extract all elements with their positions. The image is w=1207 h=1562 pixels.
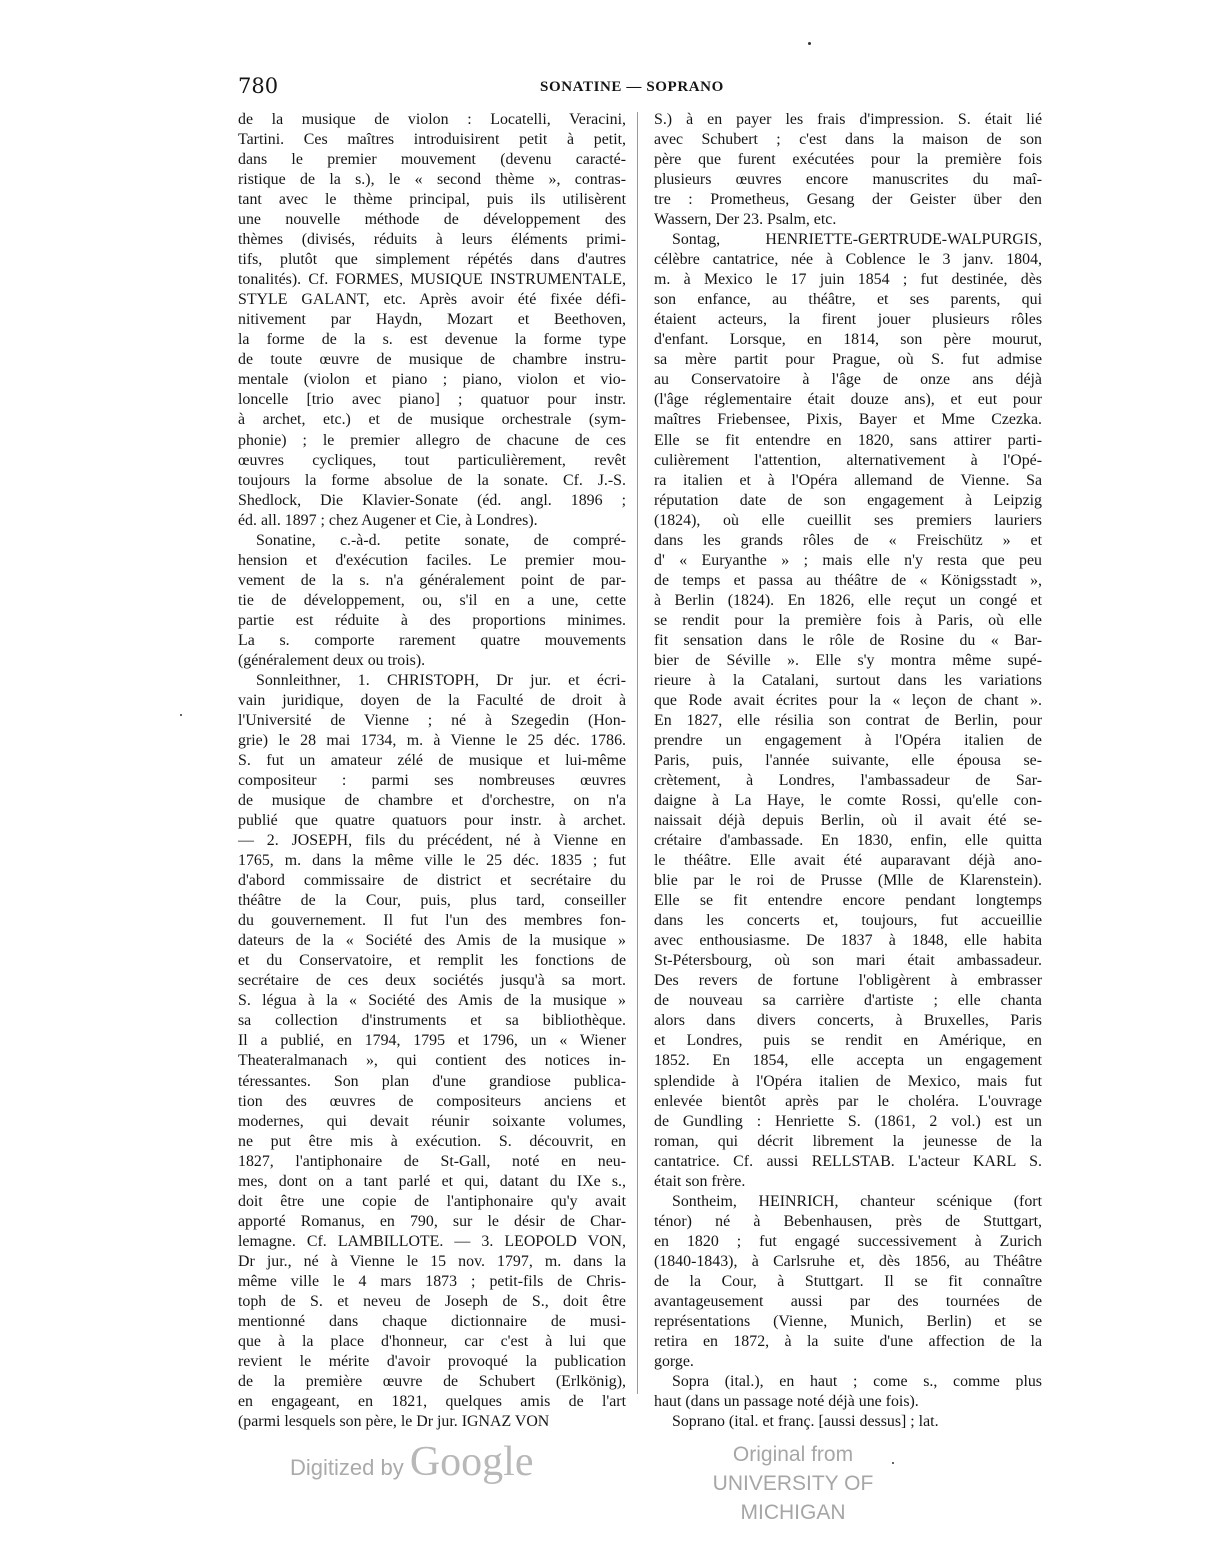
text-line: d'abord commissaire de district et secrétaire du bbox=[238, 872, 626, 890]
text-line: (1824), où elle cueillit ses premiers lauriers bbox=[654, 511, 1042, 529]
original-from-text: Original from bbox=[732, 1443, 854, 1466]
text-line: du gouvernement. Il fut l'un des membres fon- bbox=[238, 912, 626, 930]
text-line: (généralement deux ou trois). bbox=[238, 651, 426, 669]
text-line: sa mère partit pour Prague, où S. fut admise bbox=[654, 351, 1042, 369]
text-line: Sontheim, HEINRICH, chanteur scénique (fort bbox=[672, 1192, 1042, 1210]
text-line: l'Université de Vienne ; né à Szegedin (Hon- bbox=[238, 711, 626, 729]
text-line: phonie) ; le premier allegro de chacune de ces bbox=[238, 431, 626, 449]
text-line: compositeur : parmi ses nombreuses œuvres bbox=[238, 772, 626, 790]
text-line: 1765, m. dans la même ville le 25 déc. 1835 ; fut bbox=[238, 852, 626, 870]
text-line: célèbre cantatrice, née à Coblence le 3 janv. 1804, bbox=[654, 251, 1042, 269]
text-line: S. légua à la « Société des Amis de la musique » bbox=[238, 992, 626, 1010]
text-line: (1840-1843), à Carlsruhe et, dès 1856, au Théâtre bbox=[654, 1252, 1042, 1270]
digitized-by-watermark bbox=[290, 1438, 534, 1486]
text-line: lemagne. Cf. LAMBILLOTE. — 3. LEOPOLD VON, bbox=[238, 1232, 626, 1250]
text-line: bier de Séville ». Elle s'y montra même supé- bbox=[654, 651, 1042, 669]
text-line: théâtre de la Cour, puis, plus tard, conseiller bbox=[238, 892, 626, 910]
text-line: Wassern, Der 23. Psalm, etc. bbox=[654, 211, 837, 229]
text-line: S.) à en payer les frais d'impression. S. était lié bbox=[654, 111, 1042, 128]
text-line: le théâtre. Elle avait été auparavant déjà ano- bbox=[654, 852, 1042, 870]
text-line: toph de S. et neveu de Joseph de S., doit être bbox=[238, 1292, 626, 1310]
university-name: UNIVERSITY OF MICHIGAN bbox=[712, 1472, 874, 1524]
text-line: Theateralmanach », qui contient des notices in- bbox=[238, 1052, 626, 1070]
page-number: 780 bbox=[238, 74, 279, 98]
text-line: Soprano (ital. et franç. [aussi dessus] ; lat. bbox=[672, 1413, 939, 1431]
text-line: (l'âge réglementaire était douze ans), et eut pour bbox=[654, 391, 1042, 409]
text-line: ténor) né à Bebenhausen, près de Stuttgart, bbox=[654, 1212, 1042, 1230]
text-line: une nouvelle méthode de développement des bbox=[238, 211, 626, 229]
text-line: son enfance, au théâtre, et ses parents, qui bbox=[654, 291, 1042, 309]
text-line: rieure à la Catalani, surtout dans les variations bbox=[654, 671, 1042, 689]
text-line: blie par le roi de Prusse (Mlle de Klarenstein). bbox=[654, 872, 1042, 890]
text-line: haut (dans un passage noté déjà une fois). bbox=[654, 1393, 919, 1410]
text-line: secrétaire de ces deux sociétés jusqu'à sa mort. bbox=[238, 972, 626, 990]
text-line: vain juridique, doyen de la Faculté de droit à bbox=[238, 691, 626, 709]
text-line: œuvres cycliques, tout particulièrement, revêt bbox=[238, 451, 626, 469]
text-line: maîtres Friebensee, Pixis, Bayer et Mme Czezka. bbox=[654, 411, 1042, 429]
text-line: (parmi lesquels son père, le Dr jur. IGNAZ VON bbox=[238, 1413, 550, 1431]
text-line: thèmes (divisés, réduits à leurs éléments primi- bbox=[238, 231, 626, 249]
text-line: alors dans divers concerts, à Bruxelles, Paris bbox=[654, 1012, 1042, 1030]
text-line: même ville le 4 mars 1873 ; petit-fils de Chris- bbox=[238, 1272, 626, 1290]
text-line: et du Conservatoire, et remplit les fonctions de bbox=[238, 952, 626, 970]
text-line: en 1820 ; fut engagé successivement à Zurich bbox=[654, 1232, 1042, 1250]
text-line: dans les grands rôles de « Freischütz » et bbox=[654, 531, 1042, 549]
text-line: de Gundling : Henriette S. (1861, 2 vol.) est un bbox=[654, 1112, 1042, 1130]
text-line: sa collection d'instruments et sa bibliothèque. bbox=[238, 1012, 626, 1030]
text-line: en engageant, en 1821, quelques amis de l'art bbox=[238, 1393, 626, 1410]
text-line: avantageusement aussi par des tournées de bbox=[654, 1292, 1042, 1310]
text-line: tifs, plutôt que simplement répétés dans d'autres bbox=[238, 251, 626, 269]
text-line: mentionné dans chaque dictionnaire de musi- bbox=[238, 1312, 626, 1330]
text-line: naissait déjà depuis Berlin, où il avait été se- bbox=[654, 812, 1042, 830]
column-rule bbox=[637, 112, 638, 1394]
text-line: hension et d'exécution faciles. Le premier mou- bbox=[238, 551, 626, 569]
text-line: vement de la s. n'a généralement point de par- bbox=[238, 571, 626, 589]
text-line: tre : Prometheus, Gesang der Geister über den bbox=[654, 191, 1042, 209]
text-line: — 2. JOSEPH, fils du précédent, né à Vienne en bbox=[238, 832, 626, 850]
text-line: étaient acteurs, la firent jouer plusieurs rôles bbox=[654, 311, 1042, 329]
text-line: revient le mérite d'avoir provoqué la publication bbox=[238, 1352, 626, 1370]
text-line: plusieurs œuvres encore manuscrites du maî- bbox=[654, 171, 1042, 189]
text-line: mes, dont on a tant parlé et qui, datant du IXe s., bbox=[238, 1172, 626, 1190]
text-line: tant avec le thème principal, puis ils utilisèrent bbox=[238, 191, 626, 209]
text-line: réputation date de son engagement à Leipzig bbox=[654, 491, 1042, 509]
text-line: à archet, etc.) et de musique orchestrale (sym- bbox=[238, 411, 626, 429]
text-line: Elle se fit entendre en 1820, sans attirer parti- bbox=[654, 431, 1042, 449]
text-line: de la musique de violon : Locatelli, Veracini, bbox=[238, 111, 626, 128]
text-line: retira en 1872, à la suite d'une affection de la bbox=[654, 1332, 1042, 1350]
text-line: crétaire d'ambassade. En 1830, enfin, elle quitta bbox=[654, 832, 1042, 850]
text-line: était son frère. bbox=[654, 1172, 746, 1190]
left-column bbox=[238, 110, 626, 1432]
scan-speck bbox=[180, 714, 182, 716]
text-line: avec enthousiasme. De 1837 à 1848, elle habita bbox=[654, 932, 1042, 950]
text-line: de nouveau sa carrière d'artiste ; elle chanta bbox=[654, 992, 1042, 1010]
text-line: de temps et passa au théâtre de « Königsstadt », bbox=[654, 571, 1042, 589]
text-line: gorge. bbox=[654, 1352, 694, 1370]
digitized-by-text: Digitized by bbox=[290, 1455, 404, 1480]
text-line: Tartini. Ces maîtres introduisirent petit à petit, bbox=[238, 131, 626, 149]
text-line: m. à Mexico le 17 juin 1854 ; fut destinée, dès bbox=[654, 271, 1042, 289]
text-line: crètement, à Londres, l'ambassadeur de Sar- bbox=[654, 772, 1042, 790]
text-line: ne put être mis à exécution. S. découvrit, en bbox=[238, 1132, 626, 1150]
text-line: avec Schubert ; c'est dans la maison de son bbox=[654, 131, 1042, 149]
text-line: Elle se fit entendre encore pendant longtemps bbox=[654, 892, 1042, 910]
text-line: fit sensation dans le rôle de Rosine du « Bar- bbox=[654, 631, 1042, 649]
text-line: modernes, qui devait réunir soixante volumes, bbox=[238, 1112, 626, 1130]
text-line: dans les concerts et, toujours, fut accueillie bbox=[654, 912, 1042, 930]
text-line: au Conservatoire à l'âge de onze ans déjà bbox=[654, 371, 1042, 389]
text-line: toujours la forme absolue de la sonate. Cf. J.-S. bbox=[238, 471, 626, 489]
text-line: de la Cour, à Stuttgart. Il se fit connaître bbox=[654, 1272, 1042, 1290]
running-head: SONATINE — SOPRANO bbox=[540, 79, 724, 95]
text-line: Il a publié, en 1794, 1795 et 1796, un « Wiener bbox=[238, 1032, 626, 1050]
text-line: 1852. En 1854, elle accepta un engagement bbox=[654, 1052, 1042, 1070]
original-from-watermark bbox=[668, 1440, 918, 1527]
text-line: cantatrice. Cf. aussi RELLSTAB. L'acteur KARL S. bbox=[654, 1152, 1042, 1170]
text-line: Paris, puis, l'année suivante, elle épousa se- bbox=[654, 752, 1042, 769]
text-line: loncelle [trio avec piano] ; quatuor pour instr. bbox=[238, 391, 626, 409]
text-line: que Rode avait écrites pour la « leçon de chant ». bbox=[654, 691, 1042, 709]
text-line: mentale (violon et piano ; piano, violon et vio- bbox=[238, 371, 626, 389]
text-line: En 1827, elle résilia son contrat de Berlin, pour bbox=[654, 711, 1042, 729]
text-line: S. fut un amateur zélé de musique et lui-même bbox=[238, 752, 626, 769]
text-line: Des revers de fortune l'obligèrent à embrasser bbox=[654, 972, 1042, 990]
text-line: daigne à La Haye, le comte Rossi, qu'elle con- bbox=[654, 792, 1042, 810]
text-line: grie) le 28 mai 1734, m. à Vienne le 25 déc. 1786. bbox=[238, 731, 626, 749]
text-line: de musique de chambre et d'orchestre, on n'a bbox=[238, 792, 626, 810]
text-line: apporté Romanus, en 790, sur le désir de Char- bbox=[238, 1212, 626, 1230]
text-line: Sontag, HENRIETTE-GERTRUDE-WALPURGIS, bbox=[672, 231, 1042, 249]
right-column bbox=[654, 110, 1042, 1432]
text-line: de toute œuvre de musique de chambre instru- bbox=[238, 351, 626, 369]
text-line: roman, qui décrit librement la jeunesse de la bbox=[654, 1132, 1042, 1150]
text-line: publié que quatre quatuors pour instr. à archet. bbox=[238, 812, 626, 830]
text-line: STYLE GALANT, etc. Après avoir été fixée défi- bbox=[238, 291, 626, 309]
text-line: nitivement par Haydn, Mozart et Beethoven, bbox=[238, 311, 626, 329]
text-line: à Berlin (1824). En 1826, elle reçut un congé et bbox=[654, 591, 1042, 609]
text-line: Sopra (ital.), en haut ; come s., comme plus bbox=[672, 1372, 1042, 1390]
text-line: Shedlock, Die Klavier-Sonate (éd. angl. 1896 ; bbox=[238, 491, 626, 509]
text-line: Dr jur., né à Vienne le 15 nov. 1797, m. dans la bbox=[238, 1252, 626, 1270]
text-line: éd. all. 1897 ; chez Augener et Cie, à Londres). bbox=[238, 511, 538, 529]
text-line: culièrement l'attention, alternativement à l'Opé- bbox=[654, 451, 1042, 469]
text-line: partie est réduite à des proportions minimes. bbox=[238, 611, 626, 629]
text-line: que à la place d'honneur, car c'est à lui que bbox=[238, 1332, 626, 1350]
text-line: tion des œuvres de compositeurs anciens et bbox=[238, 1092, 626, 1110]
text-line: Sonatine, c.-à-d. petite sonate, de compré- bbox=[256, 531, 626, 549]
text-line: d' « Euryanthe » ; mais elle n'y resta que peu bbox=[654, 551, 1042, 569]
text-line: prendre un engagement à l'Opéra italien de bbox=[654, 731, 1042, 749]
text-line: se rendit pour la première fois à Paris, où elle bbox=[654, 611, 1042, 629]
text-line: de la première œuvre de Schubert (Erlkönig), bbox=[238, 1372, 626, 1390]
text-line: représentations (Vienne, Munich, Berlin) et se bbox=[654, 1312, 1042, 1330]
text-line: doit être une copie de l'antiphonaire qu'y avait bbox=[238, 1192, 626, 1210]
text-line: St-Pétersbourg, où son mari était ambassadeur. bbox=[654, 952, 1042, 970]
text-line: La s. comporte rarement quatre mouvements bbox=[238, 631, 626, 649]
text-line: ristique de la s.), le « second thème », contras- bbox=[238, 171, 626, 189]
google-logo: Google bbox=[409, 1439, 534, 1485]
text-line: et Londres, puis se rendit en Amérique, en bbox=[654, 1032, 1042, 1050]
text-line: Sonnleithner, 1. CHRISTOPH, Dr jur. et écri- bbox=[256, 671, 626, 689]
text-line: dans le premier mouvement (devenu caracté- bbox=[238, 151, 626, 169]
text-line: enlevée bientôt après par le choléra. L'ouvrage bbox=[654, 1092, 1042, 1110]
text-line: tonalités). Cf. FORMES, MUSIQUE INSTRUMENTALE, bbox=[238, 271, 626, 289]
text-line: d'enfant. Lorsque, en 1814, son père mourut, bbox=[654, 331, 1042, 349]
text-line: ra italien et à l'Opéra allemand de Vienne. Sa bbox=[654, 471, 1042, 489]
text-line: père que furent exécutées pour la première fois bbox=[654, 151, 1042, 169]
text-line: splendide à l'Opéra italien de Mexico, mais fut bbox=[654, 1072, 1042, 1090]
text-line: dateurs de la « Société des Amis de la musique » bbox=[238, 932, 626, 950]
scan-speck bbox=[808, 42, 811, 45]
text-line: téressantes. Son plan d'une grandiose publica- bbox=[238, 1072, 626, 1090]
text-line: 1827, l'antiphonaire de St-Gall, noté en neu- bbox=[238, 1152, 626, 1170]
text-line: la forme de la s. est devenue la forme type bbox=[238, 331, 626, 349]
text-line: tie de développement, ou, s'il en a une, cette bbox=[238, 591, 626, 609]
